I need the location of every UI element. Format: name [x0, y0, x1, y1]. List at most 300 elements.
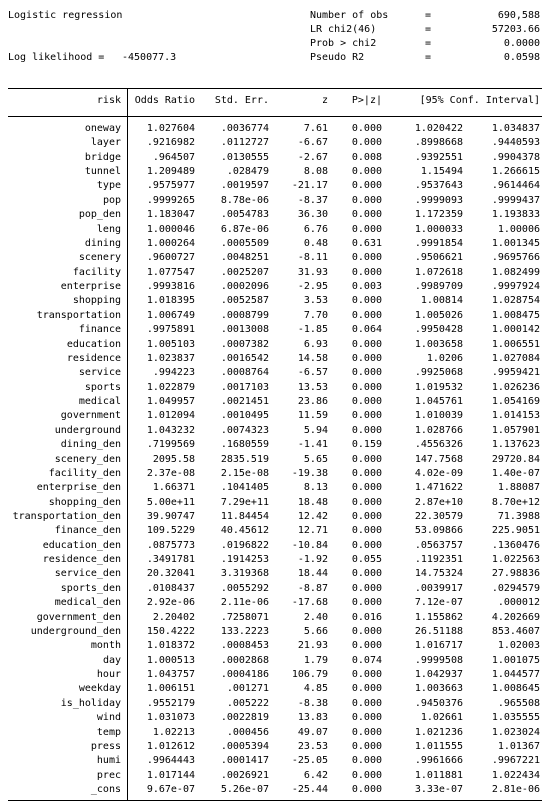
- variable-name: government: [60, 410, 121, 422]
- std-err: .0016542: [220, 352, 269, 364]
- conf-high: 1.014153: [491, 410, 540, 422]
- variable-name: press: [90, 740, 121, 752]
- table-row: [0, 237, 550, 251]
- odds-ratio: 1.006151: [146, 683, 195, 695]
- conf-low: 22.30579: [414, 510, 463, 522]
- odds-ratio: 2.20402: [152, 611, 195, 623]
- table-row: [0, 510, 550, 524]
- variable-name: facility_den: [48, 467, 121, 479]
- p-value: 0.000: [351, 740, 382, 752]
- conf-high: 1.137623: [491, 439, 540, 451]
- std-err: .0001417: [220, 755, 269, 767]
- table-row: [0, 366, 550, 380]
- z-stat: 5.94: [303, 424, 328, 436]
- conf-high: 1.034837: [491, 123, 540, 134]
- variable-name: underground: [54, 424, 121, 436]
- odds-ratio: 109.5229: [146, 525, 195, 537]
- odds-ratio: 1.077547: [146, 266, 195, 278]
- conf-low: 1.15494: [420, 166, 463, 178]
- std-err: .0055292: [220, 582, 269, 594]
- z-stat: -6.57: [297, 367, 328, 379]
- conf-high: .9959421: [491, 367, 540, 379]
- table-row: [0, 294, 550, 308]
- conf-high: 1.082499: [491, 266, 540, 278]
- conf-low: 1.028766: [414, 424, 463, 436]
- conf-low: 1.045761: [414, 396, 463, 408]
- p-value: 0.000: [351, 784, 382, 796]
- z-stat: 49.07: [297, 726, 328, 738]
- variable-name: education: [66, 338, 121, 350]
- conf-high: 1.001075: [491, 654, 540, 666]
- odds-ratio: .7199569: [146, 439, 195, 451]
- odds-ratio: 1.005103: [146, 338, 195, 350]
- conf-high: 1.001345: [491, 237, 540, 249]
- conf-low: 1.155862: [414, 611, 463, 623]
- variable-name: dining_den: [60, 439, 121, 451]
- conf-low: .9450376: [414, 697, 463, 709]
- table-row: [0, 323, 550, 337]
- odds-ratio: 150.4222: [146, 625, 195, 637]
- z-stat: -21.17: [291, 180, 328, 192]
- conf-low: 1.005026: [414, 309, 463, 321]
- table-row: [0, 151, 550, 165]
- z-stat: 8.08: [303, 166, 328, 178]
- std-err: .0054783: [220, 209, 269, 221]
- std-err: .0022819: [220, 712, 269, 724]
- z-stat: 6.76: [303, 223, 328, 235]
- table-row: [0, 596, 550, 610]
- conf-low: 14.75324: [414, 568, 463, 580]
- conf-low: 1.019532: [414, 381, 463, 393]
- z-stat: 106.79: [291, 669, 328, 681]
- z-stat: 2.40: [303, 611, 328, 623]
- std-err: .0005509: [220, 237, 269, 249]
- stat-value: 0.0000: [503, 38, 540, 49]
- odds-ratio: 1.209489: [146, 166, 195, 178]
- table-row: [0, 309, 550, 323]
- z-stat: 3.53: [303, 295, 328, 307]
- odds-ratio: 1.02213: [152, 726, 195, 738]
- p-value: 0.000: [351, 467, 382, 479]
- z-stat: 36.30: [297, 209, 328, 221]
- conf-low: 1.003658: [414, 338, 463, 350]
- variable-name: shopping: [72, 295, 121, 307]
- table-row: [0, 567, 550, 581]
- std-err: .0052587: [220, 295, 269, 307]
- variable-name: underground_den: [30, 625, 121, 637]
- table-row: [0, 208, 550, 222]
- odds-ratio: 1.031073: [146, 712, 195, 724]
- p-value: 0.000: [351, 568, 382, 580]
- conf-high: .9997924: [491, 281, 540, 293]
- z-stat: 6.42: [303, 769, 328, 781]
- variable-name: government_den: [36, 611, 121, 623]
- odds-ratio: .3491781: [146, 554, 195, 566]
- conf-low: 1.172359: [414, 209, 463, 221]
- table-row: [0, 179, 550, 193]
- variable-name: hour: [96, 669, 121, 681]
- variable-name: prec: [96, 769, 121, 781]
- table-row: [0, 496, 550, 510]
- z-stat: 13.53: [297, 381, 328, 393]
- p-value: 0.000: [351, 597, 382, 609]
- conf-high: 1.022563: [491, 554, 540, 566]
- conf-high: 1.40e-07: [491, 467, 540, 479]
- conf-high: 1.026236: [491, 381, 540, 393]
- conf-low: 7.12e-07: [414, 597, 463, 609]
- conf-high: 1.044577: [491, 669, 540, 681]
- std-err: 5.26e-07: [220, 784, 269, 796]
- conf-low: 2.87e+10: [414, 496, 463, 508]
- table-row: [0, 639, 550, 653]
- odds-ratio: .0108437: [146, 582, 195, 594]
- table-row: [0, 769, 550, 783]
- conf-high: 1.006551: [491, 338, 540, 350]
- variable-name: service: [78, 367, 121, 379]
- stat-equals: =: [425, 10, 432, 21]
- std-err: 133.2223: [220, 625, 269, 637]
- p-value: 0.000: [351, 683, 382, 695]
- log-likelihood-label: Log likelihood =: [8, 52, 105, 63]
- p-value: 0.000: [351, 123, 382, 134]
- table-row: [0, 136, 550, 150]
- z-stat: 14.58: [297, 352, 328, 364]
- variable-name: tunnel: [84, 166, 121, 178]
- p-value: 0.000: [351, 309, 382, 321]
- variable-name: finance_den: [54, 525, 121, 537]
- z-stat: -25.05: [291, 755, 328, 767]
- std-err: .028479: [226, 166, 269, 178]
- p-value: 0.016: [351, 611, 382, 623]
- p-value: 0.000: [351, 726, 382, 738]
- p-value: 0.000: [351, 640, 382, 652]
- std-err: 2.11e-06: [220, 597, 269, 609]
- p-value: 0.000: [351, 482, 382, 494]
- stat-label: Number of obs: [310, 10, 389, 21]
- p-value: 0.000: [351, 582, 382, 594]
- p-value: 0.000: [351, 510, 382, 522]
- variable-name: service_den: [54, 568, 121, 580]
- conf-low: 1.020422: [414, 123, 463, 134]
- table-row: [0, 481, 550, 495]
- column-header-odds-ratio: Odds Ratio: [134, 95, 195, 106]
- conf-high: .000012: [497, 597, 540, 609]
- std-err: .7258071: [220, 611, 269, 623]
- table-bottom-rule: [8, 800, 542, 801]
- conf-high: .965508: [497, 697, 540, 709]
- table-row: [0, 467, 550, 481]
- z-stat: -1.92: [297, 554, 328, 566]
- std-err: .0130555: [220, 151, 269, 163]
- z-stat: -19.38: [291, 467, 328, 479]
- column-header-z: z: [321, 95, 328, 106]
- odds-ratio: .9600727: [146, 252, 195, 264]
- table-row: [0, 453, 550, 467]
- conf-low: .8998668: [414, 137, 463, 149]
- std-err: .0013008: [220, 324, 269, 336]
- stat-equals: =: [425, 38, 432, 49]
- variable-name: is_holiday: [60, 697, 121, 709]
- table-row: [0, 409, 550, 423]
- z-stat: -1.41: [297, 439, 328, 451]
- conf-low: 1.072618: [414, 266, 463, 278]
- conf-low: 1.003663: [414, 683, 463, 695]
- p-value: 0.000: [351, 266, 382, 278]
- conf-high: 1.000142: [491, 324, 540, 336]
- std-err: .0048251: [220, 252, 269, 264]
- std-err: .0074323: [220, 424, 269, 436]
- std-err: 6.87e-06: [220, 223, 269, 235]
- odds-ratio: 1.183047: [146, 209, 195, 221]
- odds-ratio: 1.049957: [146, 396, 195, 408]
- table-row: [0, 654, 550, 668]
- conf-high: 1.023024: [491, 726, 540, 738]
- odds-ratio: .9993816: [146, 281, 195, 293]
- table-header-rule: [8, 116, 542, 117]
- table-row: [0, 553, 550, 567]
- conf-low: 53.09866: [414, 525, 463, 537]
- std-err: 3.319368: [220, 568, 269, 580]
- variable-name: scenery_den: [54, 453, 121, 465]
- conf-high: 1.028754: [491, 295, 540, 307]
- z-stat: 7.61: [303, 123, 328, 134]
- odds-ratio: 1.000046: [146, 223, 195, 235]
- odds-ratio: 2095.58: [152, 453, 195, 465]
- variable-name: enterprise_den: [36, 482, 121, 494]
- odds-ratio: .9975891: [146, 324, 195, 336]
- z-stat: 0.48: [303, 237, 328, 249]
- conf-high: 853.4607: [491, 625, 540, 637]
- conf-high: .9967221: [491, 755, 540, 767]
- std-err: 8.78e-06: [220, 194, 269, 206]
- odds-ratio: 1.023837: [146, 352, 195, 364]
- column-header-conf-interval: [95% Conf. Interval]: [419, 95, 540, 106]
- p-value: 0.000: [351, 194, 382, 206]
- conf-high: 8.70e+12: [491, 496, 540, 508]
- stat-label: Pseudo R2: [310, 52, 365, 63]
- conf-low: .9989709: [414, 281, 463, 293]
- conf-low: .9991854: [414, 237, 463, 249]
- p-value: 0.000: [351, 137, 382, 149]
- std-err: .0036774: [220, 123, 269, 134]
- std-err: .0004186: [220, 669, 269, 681]
- variable-name: residence_den: [42, 554, 121, 566]
- odds-ratio: 20.32041: [146, 568, 195, 580]
- stat-value: 0.0598: [503, 52, 540, 63]
- conf-high: 1.193833: [491, 209, 540, 221]
- conf-low: 1.042937: [414, 669, 463, 681]
- p-value: 0.159: [351, 439, 382, 451]
- odds-ratio: 5.00e+11: [146, 496, 195, 508]
- stat-label: Prob > chi2: [310, 38, 377, 49]
- z-stat: -6.67: [297, 137, 328, 149]
- conf-low: .0039917: [414, 582, 463, 594]
- std-err: .1914253: [220, 554, 269, 566]
- p-value: 0.000: [351, 525, 382, 537]
- variable-name: enterprise: [60, 281, 121, 293]
- conf-high: 29720.84: [491, 453, 540, 465]
- conf-low: 1.011881: [414, 769, 463, 781]
- conf-high: 1.01367: [497, 740, 540, 752]
- conf-low: .9506621: [414, 252, 463, 264]
- table-row: [0, 682, 550, 696]
- z-stat: -2.67: [297, 151, 328, 163]
- table-row: [0, 754, 550, 768]
- conf-high: 1.00006: [497, 223, 540, 235]
- z-stat: 4.85: [303, 683, 328, 695]
- std-err: .1680559: [220, 439, 269, 451]
- odds-ratio: 1.022879: [146, 381, 195, 393]
- stat-equals: =: [425, 52, 432, 63]
- odds-ratio: 1.006749: [146, 309, 195, 321]
- z-stat: -8.37: [297, 194, 328, 206]
- p-value: 0.000: [351, 410, 382, 422]
- odds-ratio: 9.67e-07: [146, 784, 195, 796]
- conf-high: .9440593: [491, 137, 540, 149]
- table-row: [0, 165, 550, 179]
- std-err: .0112727: [220, 137, 269, 149]
- std-err: .0019597: [220, 180, 269, 192]
- std-err: .0010495: [220, 410, 269, 422]
- z-stat: 8.13: [303, 482, 328, 494]
- conf-high: 1.02003: [497, 640, 540, 652]
- p-value: 0.000: [351, 209, 382, 221]
- table-row: [0, 122, 550, 136]
- conf-high: 71.3988: [497, 510, 540, 522]
- odds-ratio: 1.043757: [146, 669, 195, 681]
- p-value: 0.000: [351, 396, 382, 408]
- z-stat: 18.48: [297, 496, 328, 508]
- table-row: [0, 223, 550, 237]
- z-stat: 12.71: [297, 525, 328, 537]
- conf-high: 225.9051: [491, 525, 540, 537]
- variable-name: transportation: [36, 309, 121, 321]
- variable-name: residence: [66, 352, 121, 364]
- conf-low: 1.000033: [414, 223, 463, 235]
- variable-name: oneway: [84, 123, 121, 134]
- std-err: .0021451: [220, 396, 269, 408]
- std-err: .001271: [226, 683, 269, 695]
- conf-low: .9999508: [414, 654, 463, 666]
- p-value: 0.074: [351, 654, 382, 666]
- table-row: [0, 711, 550, 725]
- conf-high: 4.202669: [491, 611, 540, 623]
- conf-low: 1.021236: [414, 726, 463, 738]
- odds-ratio: 1.012612: [146, 740, 195, 752]
- table-row: [0, 194, 550, 208]
- variable-name: shopping_den: [48, 496, 121, 508]
- stat-value: 57203.66: [491, 24, 540, 35]
- odds-ratio: .9216982: [146, 137, 195, 149]
- stat-equals: =: [425, 24, 432, 35]
- odds-ratio: 1.017144: [146, 769, 195, 781]
- stat-label: LR chi2(46): [310, 24, 377, 35]
- z-stat: -2.95: [297, 281, 328, 293]
- std-err: .0002096: [220, 281, 269, 293]
- z-stat: -8.87: [297, 582, 328, 594]
- table-row: [0, 381, 550, 395]
- conf-high: 1.008645: [491, 683, 540, 695]
- conf-low: .9537643: [414, 180, 463, 192]
- table-row: [0, 668, 550, 682]
- z-stat: 1.79: [303, 654, 328, 666]
- table-row: [0, 611, 550, 625]
- p-value: 0.008: [351, 151, 382, 163]
- std-err: .0002868: [220, 654, 269, 666]
- z-stat: 12.42: [297, 510, 328, 522]
- variable-name: medical: [78, 396, 121, 408]
- conf-high: .9999437: [491, 194, 540, 206]
- table-row: [0, 726, 550, 740]
- std-err: .0007382: [220, 338, 269, 350]
- z-stat: -17.68: [291, 597, 328, 609]
- variable-name: humi: [96, 755, 121, 767]
- odds-ratio: 2.37e-08: [146, 467, 195, 479]
- odds-ratio: 1.000264: [146, 237, 195, 249]
- table-row: [0, 697, 550, 711]
- table-row: [0, 524, 550, 538]
- variable-name: transportation_den: [12, 510, 121, 522]
- column-header-risk: risk: [96, 95, 121, 106]
- p-value: 0.003: [351, 281, 382, 293]
- table-row: [0, 338, 550, 352]
- odds-ratio: 1.66371: [152, 482, 195, 494]
- conf-low: 3.33e-07: [414, 784, 463, 796]
- std-err: .0025207: [220, 266, 269, 278]
- model-title: Logistic regression: [8, 10, 123, 21]
- conf-high: 1.035555: [491, 712, 540, 724]
- z-stat: -1.85: [297, 324, 328, 336]
- variable-name: type: [96, 180, 121, 192]
- odds-ratio: .9964443: [146, 755, 195, 767]
- p-value: 0.000: [351, 381, 382, 393]
- conf-high: .9614464: [491, 180, 540, 192]
- variable-name: facility: [72, 266, 121, 278]
- std-err: .0008453: [220, 640, 269, 652]
- std-err: .000456: [226, 726, 269, 738]
- std-err: 7.29e+11: [220, 496, 269, 508]
- odds-ratio: .994223: [152, 367, 195, 379]
- std-err: 40.45612: [220, 525, 269, 537]
- odds-ratio: 1.027604: [146, 123, 195, 134]
- conf-high: .9904378: [491, 151, 540, 163]
- conf-low: 1.010039: [414, 410, 463, 422]
- conf-low: 26.51188: [414, 625, 463, 637]
- z-stat: 11.59: [297, 410, 328, 422]
- z-stat: -25.44: [291, 784, 328, 796]
- conf-low: .0563757: [414, 539, 463, 551]
- z-stat: 13.83: [297, 712, 328, 724]
- std-err: .0005394: [220, 740, 269, 752]
- conf-low: .4556326: [414, 439, 463, 451]
- variable-name: pop: [102, 194, 121, 206]
- odds-ratio: 2.92e-06: [146, 597, 195, 609]
- conf-high: 1.266615: [491, 166, 540, 178]
- conf-high: 1.027084: [491, 352, 540, 364]
- std-err: 2.15e-08: [220, 467, 269, 479]
- z-stat: 6.93: [303, 338, 328, 350]
- p-value: 0.000: [351, 625, 382, 637]
- variable-name: sports: [84, 381, 121, 393]
- z-stat: -8.11: [297, 252, 328, 264]
- conf-low: .9392551: [414, 151, 463, 163]
- z-stat: 5.65: [303, 453, 328, 465]
- z-stat: 5.66: [303, 625, 328, 637]
- z-stat: -10.84: [291, 539, 328, 551]
- odds-ratio: 1.012094: [146, 410, 195, 422]
- p-value: 0.000: [351, 453, 382, 465]
- table-row: [0, 783, 550, 797]
